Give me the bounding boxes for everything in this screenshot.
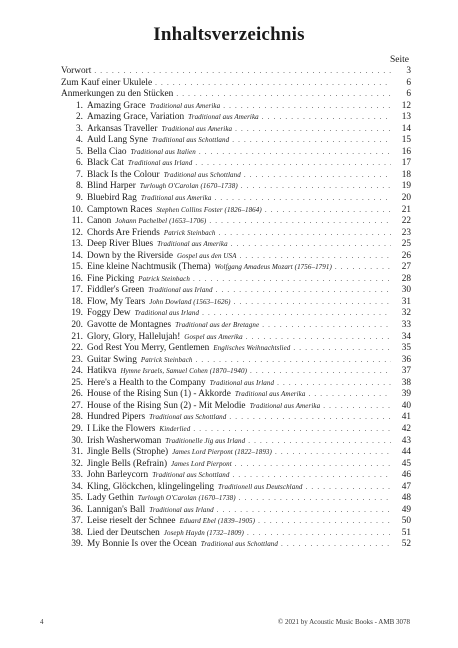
toc-entry-page: 23 <box>401 227 411 238</box>
toc-entry-page: 17 <box>401 158 411 169</box>
toc-entry-title: Auld Lang Syne <box>87 135 148 146</box>
toc-entry-number: 12. <box>71 227 83 238</box>
toc-entry <box>61 355 411 367</box>
toc-entry-page: 13 <box>401 112 411 123</box>
toc-entry-title: Lied der Deutschen <box>87 527 160 538</box>
toc-entry-title: Gavotte de Montagnes <box>87 320 172 331</box>
toc-entry-source: Turlough O'Carolan (1670–1738) <box>137 494 236 503</box>
toc-entry-source: Johann Pachelbel (1653–1706) <box>115 217 207 226</box>
toc-entry-title: Zum Kauf einer Ukulele <box>61 77 153 88</box>
toc-entry-source: Gospel aus Amerika <box>184 332 243 341</box>
toc-entry-page: 43 <box>401 435 411 446</box>
toc-leader-dots <box>232 135 391 147</box>
toc-entry <box>61 436 411 448</box>
toc-entry-title: Camptown Races <box>87 204 153 215</box>
toc-leader-dots <box>246 332 391 344</box>
toc-entry-title: Arkansas Traveller <box>87 123 158 134</box>
toc-entry <box>61 424 411 436</box>
toc-entry-page: 50 <box>401 516 411 527</box>
toc-entry <box>61 170 411 182</box>
toc-entry-number: 18. <box>71 296 83 307</box>
toc-entry <box>61 389 411 401</box>
toc-entry-page: 35 <box>401 343 411 354</box>
toc-entry <box>61 528 411 540</box>
toc-entry <box>61 447 411 459</box>
toc-entry-title: Bluebird Rag <box>87 193 137 204</box>
toc-entry-page: 38 <box>401 377 411 388</box>
toc-entry <box>61 320 411 332</box>
table-of-contents <box>61 66 411 551</box>
footer-page-number: 4 <box>40 618 44 626</box>
toc-entry-page: 28 <box>401 273 411 284</box>
toc-entry-number: 39. <box>71 539 83 550</box>
toc-entry-title: John Barleycorn <box>87 470 149 481</box>
toc-entry-title: I Like the Flowers <box>87 423 156 434</box>
toc-leader-dots <box>223 101 391 113</box>
toc-leader-dots <box>193 274 391 286</box>
toc-entry-page: 12 <box>401 100 411 111</box>
toc-entry <box>61 297 411 309</box>
toc-entry-page: 42 <box>401 423 411 434</box>
toc-entry-number: 19. <box>71 308 83 319</box>
toc-entry-page: 33 <box>401 320 411 331</box>
toc-leader-dots <box>335 262 391 274</box>
toc-entry-source: Traditional aus Schottland <box>200 540 279 549</box>
toc-entry-number: 32. <box>71 458 83 469</box>
toc-entry <box>61 412 411 424</box>
toc-entry-page: 45 <box>401 458 411 469</box>
toc-leader-dots <box>214 193 391 205</box>
toc-entry <box>61 89 411 101</box>
toc-entry-page: 21 <box>401 204 411 215</box>
toc-entry-page: 34 <box>401 331 411 342</box>
toc-entry-number: 20. <box>71 320 83 331</box>
toc-entry-title: Canon <box>87 216 112 227</box>
toc-entry-title: Fine Picking <box>87 273 135 284</box>
toc-entry-source: Traditional aus Amerika <box>234 390 306 399</box>
toc-entry <box>61 378 411 390</box>
toc-entry-source: Traditional aus Irland <box>149 505 214 514</box>
toc-entry-title: House of the Rising Sun (2) - Mit Melodie <box>87 400 246 411</box>
toc-entry-number: 15. <box>71 262 83 273</box>
toc-leader-dots <box>239 493 391 505</box>
toc-entry <box>61 181 411 193</box>
toc-entry-source: Patrick Steinbach <box>140 355 193 364</box>
toc-leader-dots <box>209 216 391 228</box>
toc-entry-page: 52 <box>401 539 411 550</box>
toc-entry-number: 5. <box>76 146 83 157</box>
toc-entry-page: 16 <box>401 146 411 157</box>
toc-entry-title: Eine kleine Nachtmusik (Thema) <box>87 262 211 273</box>
toc-entry-page: 25 <box>401 239 411 250</box>
toc-entry-source: Traditional aus Schottland <box>152 471 230 480</box>
toc-leader-dots <box>293 343 391 355</box>
toc-entry <box>61 112 411 124</box>
toc-entry-title: Amazing Grace, Variation <box>87 112 185 123</box>
toc-entry-title: House of the Rising Sun (1) - Akkorde <box>87 389 231 400</box>
toc-entry-source: Hymne Israels, Samuel Cohen (1870–1940) <box>120 367 248 376</box>
toc-entry-title: Lannigan's Ball <box>87 504 146 515</box>
toc-entry-page: 27 <box>401 262 411 273</box>
toc-entry-title: Jingle Bells (Refrain) <box>87 458 168 469</box>
toc-entry-page: 41 <box>401 412 411 423</box>
toc-entry <box>61 366 411 378</box>
toc-leader-dots <box>281 539 391 551</box>
toc-entry-number: 24. <box>71 366 83 377</box>
toc-entry-title: Bella Ciao <box>87 146 127 157</box>
toc-leader-dots <box>216 285 391 297</box>
toc-entry-title: Amazing Grace <box>87 100 146 111</box>
toc-leader-dots <box>199 147 391 159</box>
toc-entry-number: 28. <box>71 412 83 423</box>
toc-leader-dots <box>202 308 391 320</box>
toc-entry-page: 39 <box>401 389 411 400</box>
toc-entry <box>61 308 411 320</box>
toc-leader-dots <box>277 378 391 390</box>
toc-entry-page: 18 <box>401 169 411 180</box>
toc-entry-number: 10. <box>71 204 83 215</box>
toc-entry-title: Kling, Glöckchen, klingelingeling <box>87 481 215 492</box>
toc-entry-number: 25. <box>71 377 83 388</box>
toc-leader-dots <box>196 355 391 367</box>
toc-entry-title: Anmerkungen zu den Stücken <box>61 89 174 100</box>
toc-entry-source: Patrick Steinbach <box>138 274 190 283</box>
toc-entry-title: Black Cat <box>87 158 124 169</box>
page-column-header: Seite <box>390 55 409 65</box>
toc-entry-source: Traditional aus Irland <box>134 309 200 318</box>
toc-entry <box>61 285 411 297</box>
toc-entry <box>61 332 411 344</box>
toc-leader-dots <box>306 482 391 494</box>
toc-leader-dots <box>265 205 391 217</box>
toc-leader-dots <box>155 78 391 90</box>
toc-leader-dots <box>235 459 391 471</box>
toc-leader-dots <box>275 447 391 459</box>
toc-entry-source: Traditionelle Jig aus Irland <box>165 436 246 445</box>
toc-entry-page: 30 <box>401 285 411 296</box>
toc-entry-title: Fiddler's Green <box>87 285 145 296</box>
toc-entry-number: 16. <box>71 273 83 284</box>
toc-entry <box>61 205 411 217</box>
toc-entry <box>61 78 411 90</box>
toc-entry-page: 31 <box>401 296 411 307</box>
toc-entry-page: 37 <box>401 366 411 377</box>
toc-entry-page: 14 <box>401 123 411 134</box>
toc-leader-dots <box>235 124 391 136</box>
toc-entry-source: Traditional aus der Bretagne <box>175 321 260 330</box>
toc-entry-source: Turlough O'Carolan (1670–1738) <box>139 182 238 191</box>
toc-entry-source: Kinderlied <box>159 424 191 433</box>
toc-entry-page: 20 <box>401 193 411 204</box>
toc-entry <box>61 470 411 482</box>
toc-entry-number: 17. <box>71 285 83 296</box>
toc-leader-dots <box>234 297 391 309</box>
toc-entry-number: 31. <box>71 447 83 458</box>
toc-entry-source: Traditional aus Amerika <box>140 194 212 203</box>
toc-entry-title: Down by the Riverside <box>87 250 173 261</box>
toc-entry-number: 6. <box>76 158 83 169</box>
toc-entry-page: 40 <box>401 400 411 411</box>
toc-entry-page: 47 <box>401 481 411 492</box>
toc-entry-page: 6 <box>406 77 411 88</box>
toc-entry-source: Traditional aus Irland <box>148 286 213 295</box>
toc-leader-dots <box>262 112 391 124</box>
toc-entry-number: 26. <box>71 389 83 400</box>
toc-entry-number: 1. <box>76 100 83 111</box>
toc-entry <box>61 262 411 274</box>
toc-entry <box>61 274 411 286</box>
toc-entry <box>61 401 411 413</box>
toc-entry-number: 35. <box>71 493 83 504</box>
toc-entry-number: 2. <box>76 112 83 123</box>
toc-entry-title: Leise rieselt der Schnee <box>87 516 176 527</box>
toc-entry-source: Patrick Steinbach <box>163 228 216 237</box>
toc-leader-dots <box>244 170 391 182</box>
toc-entry-source: Wolfgang Amadeus Mozart (1756–1791) <box>214 263 332 272</box>
toc-entry-title: Black Is the Colour <box>87 169 160 180</box>
toc-entry-title: Irish Washerwoman <box>87 435 162 446</box>
toc-entry-page: 51 <box>401 527 411 538</box>
toc-entry-page: 48 <box>401 493 411 504</box>
toc-entry-number: 29. <box>71 423 83 434</box>
toc-entry-source: Traditional aus Schottland <box>163 170 241 179</box>
toc-entry-page: 15 <box>401 135 411 146</box>
toc-entry <box>61 493 411 505</box>
toc-leader-dots <box>262 320 391 332</box>
toc-entry-page: 26 <box>401 250 411 261</box>
toc-entry-number: 11. <box>71 216 83 227</box>
toc-entry-number: 3. <box>76 123 83 134</box>
toc-entry-title: Chords Are Friends <box>87 227 160 238</box>
toc-entry-source: James Lord Pierpont (1822–1893) <box>172 448 272 457</box>
toc-entry-title: Hatikva <box>87 366 117 377</box>
toc-entry <box>61 343 411 355</box>
toc-entry-source: Englisches Weihnachtslied <box>213 344 291 353</box>
toc-entry-number: 4. <box>76 135 83 146</box>
toc-entry-page: 3 <box>406 66 411 76</box>
toc-entry-source: Traditional aus Irland <box>209 378 275 387</box>
toc-leader-dots <box>217 505 391 517</box>
toc-entry-source: Traditional aus Amerika <box>188 113 259 122</box>
toc-entry-title: Lady Gethin <box>87 493 134 504</box>
toc-entry-page: 6 <box>406 89 411 100</box>
toc-entry <box>61 124 411 136</box>
toc-leader-dots <box>240 251 391 263</box>
toc-leader-dots <box>308 389 391 401</box>
toc-leader-dots <box>195 158 391 170</box>
toc-entry-source: Gospel aus den USA <box>176 251 237 260</box>
toc-entry-number: 27. <box>71 400 83 411</box>
toc-entry-page: 22 <box>401 216 411 227</box>
toc-entry-title: Blind Harper <box>87 181 136 192</box>
toc-entry-source: Traditional aus Amerika <box>249 401 321 410</box>
toc-entry-title: Here's a Health to the Company <box>87 377 206 388</box>
toc-leader-dots <box>193 424 391 436</box>
toc-entry-source: James Lord Pierpont <box>171 459 232 468</box>
toc-entry-source: Traditional aus Amerika <box>149 101 221 110</box>
toc-entry-number: 9. <box>76 193 83 204</box>
toc-entry-number: 21. <box>71 331 83 342</box>
toc-entry-source: Stephen Collins Foster (1826–1864) <box>156 205 262 214</box>
toc-entry <box>61 505 411 517</box>
toc-entry-source: Traditional aus Italien <box>130 147 196 156</box>
toc-entry <box>61 66 411 78</box>
toc-entry <box>61 216 411 228</box>
toc-entry-source: Eduard Ebel (1839–1905) <box>179 517 256 526</box>
toc-entry <box>61 482 411 494</box>
toc-leader-dots <box>176 89 391 101</box>
toc-entry-title: Glory, Glory, Hallelujah! <box>87 331 181 342</box>
toc-leader-dots <box>219 228 392 240</box>
toc-entry-number: 23. <box>71 354 83 365</box>
toc-entry-title: Vorwort <box>61 66 92 76</box>
toc-leader-dots <box>229 412 391 424</box>
toc-entry-source: Traditional aus Irland <box>127 159 193 168</box>
toc-entry <box>61 459 411 471</box>
toc-leader-dots <box>231 239 391 251</box>
toc-leader-dots <box>258 516 391 528</box>
toc-entry-page: 49 <box>401 504 411 515</box>
toc-entry-number: 7. <box>76 169 83 180</box>
toc-entry-number: 8. <box>76 181 83 192</box>
toc-entry-number: 22. <box>71 343 83 354</box>
toc-entry-page: 44 <box>401 447 411 458</box>
toc-entry-number: 13. <box>71 239 83 250</box>
toc-entry-title: Jingle Bells (Strophe) <box>87 447 169 458</box>
toc-entry-source: John Dowland (1563–1626) <box>149 297 231 306</box>
toc-entry-number: 30. <box>71 435 83 446</box>
toc-entry-number: 14. <box>71 250 83 261</box>
toc-leader-dots <box>247 528 391 540</box>
toc-entry-title: Guitar Swing <box>87 354 137 365</box>
toc-entry-page: 19 <box>401 181 411 192</box>
toc-entry <box>61 516 411 528</box>
toc-entry <box>61 239 411 251</box>
toc-entry <box>61 101 411 113</box>
toc-entry <box>61 193 411 205</box>
toc-entry-source: Traditional aus Amerika <box>161 124 233 133</box>
toc-entry-title: Deep River Blues <box>87 239 154 250</box>
footer-copyright: © 2021 by Acoustic Music Books - AMB 3078 <box>277 618 410 626</box>
toc-leader-dots <box>250 366 391 378</box>
toc-entry-number: 34. <box>71 481 83 492</box>
toc-entry-number: 33. <box>71 470 83 481</box>
toc-leader-dots <box>241 181 391 193</box>
toc-entry-source: Traditional aus Schottland <box>151 136 230 145</box>
toc-entry-source: Traditionell aus Deutschland <box>218 482 303 491</box>
toc-entry-number: 37. <box>71 516 83 527</box>
toc-entry-title: Flow, My Tears <box>87 296 146 307</box>
toc-entry-source: Joseph Haydn (1732–1809) <box>163 528 244 537</box>
toc-entry-page: 36 <box>401 354 411 365</box>
toc-entry-title: Foggy Dew <box>87 308 131 319</box>
toc-entry-number: 36. <box>71 504 83 515</box>
toc-entry-number: 38. <box>71 527 83 538</box>
toc-entry <box>61 135 411 147</box>
page-title: Inhaltsverzeichnis <box>153 24 305 45</box>
toc-entry <box>61 147 411 159</box>
toc-entry-title: Hundred Pipers <box>87 412 146 423</box>
toc-entry-title: God Rest You Merry, Gentlemen <box>87 343 210 354</box>
toc-entry-page: 46 <box>401 470 411 481</box>
toc-entry <box>61 539 411 551</box>
toc-entry-page: 32 <box>401 308 411 319</box>
toc-leader-dots <box>232 470 391 482</box>
toc-leader-dots <box>248 436 391 448</box>
toc-entry <box>61 158 411 170</box>
toc-entry-source: Traditional aus Schottland <box>149 413 227 422</box>
toc-entry-source: Traditional aus Amerika <box>157 240 228 249</box>
toc-entry <box>61 228 411 240</box>
toc-entry <box>61 251 411 263</box>
toc-leader-dots <box>323 401 391 413</box>
toc-leader-dots <box>94 66 391 78</box>
toc-entry-title: My Bonnie Is over the Ocean <box>87 539 197 550</box>
